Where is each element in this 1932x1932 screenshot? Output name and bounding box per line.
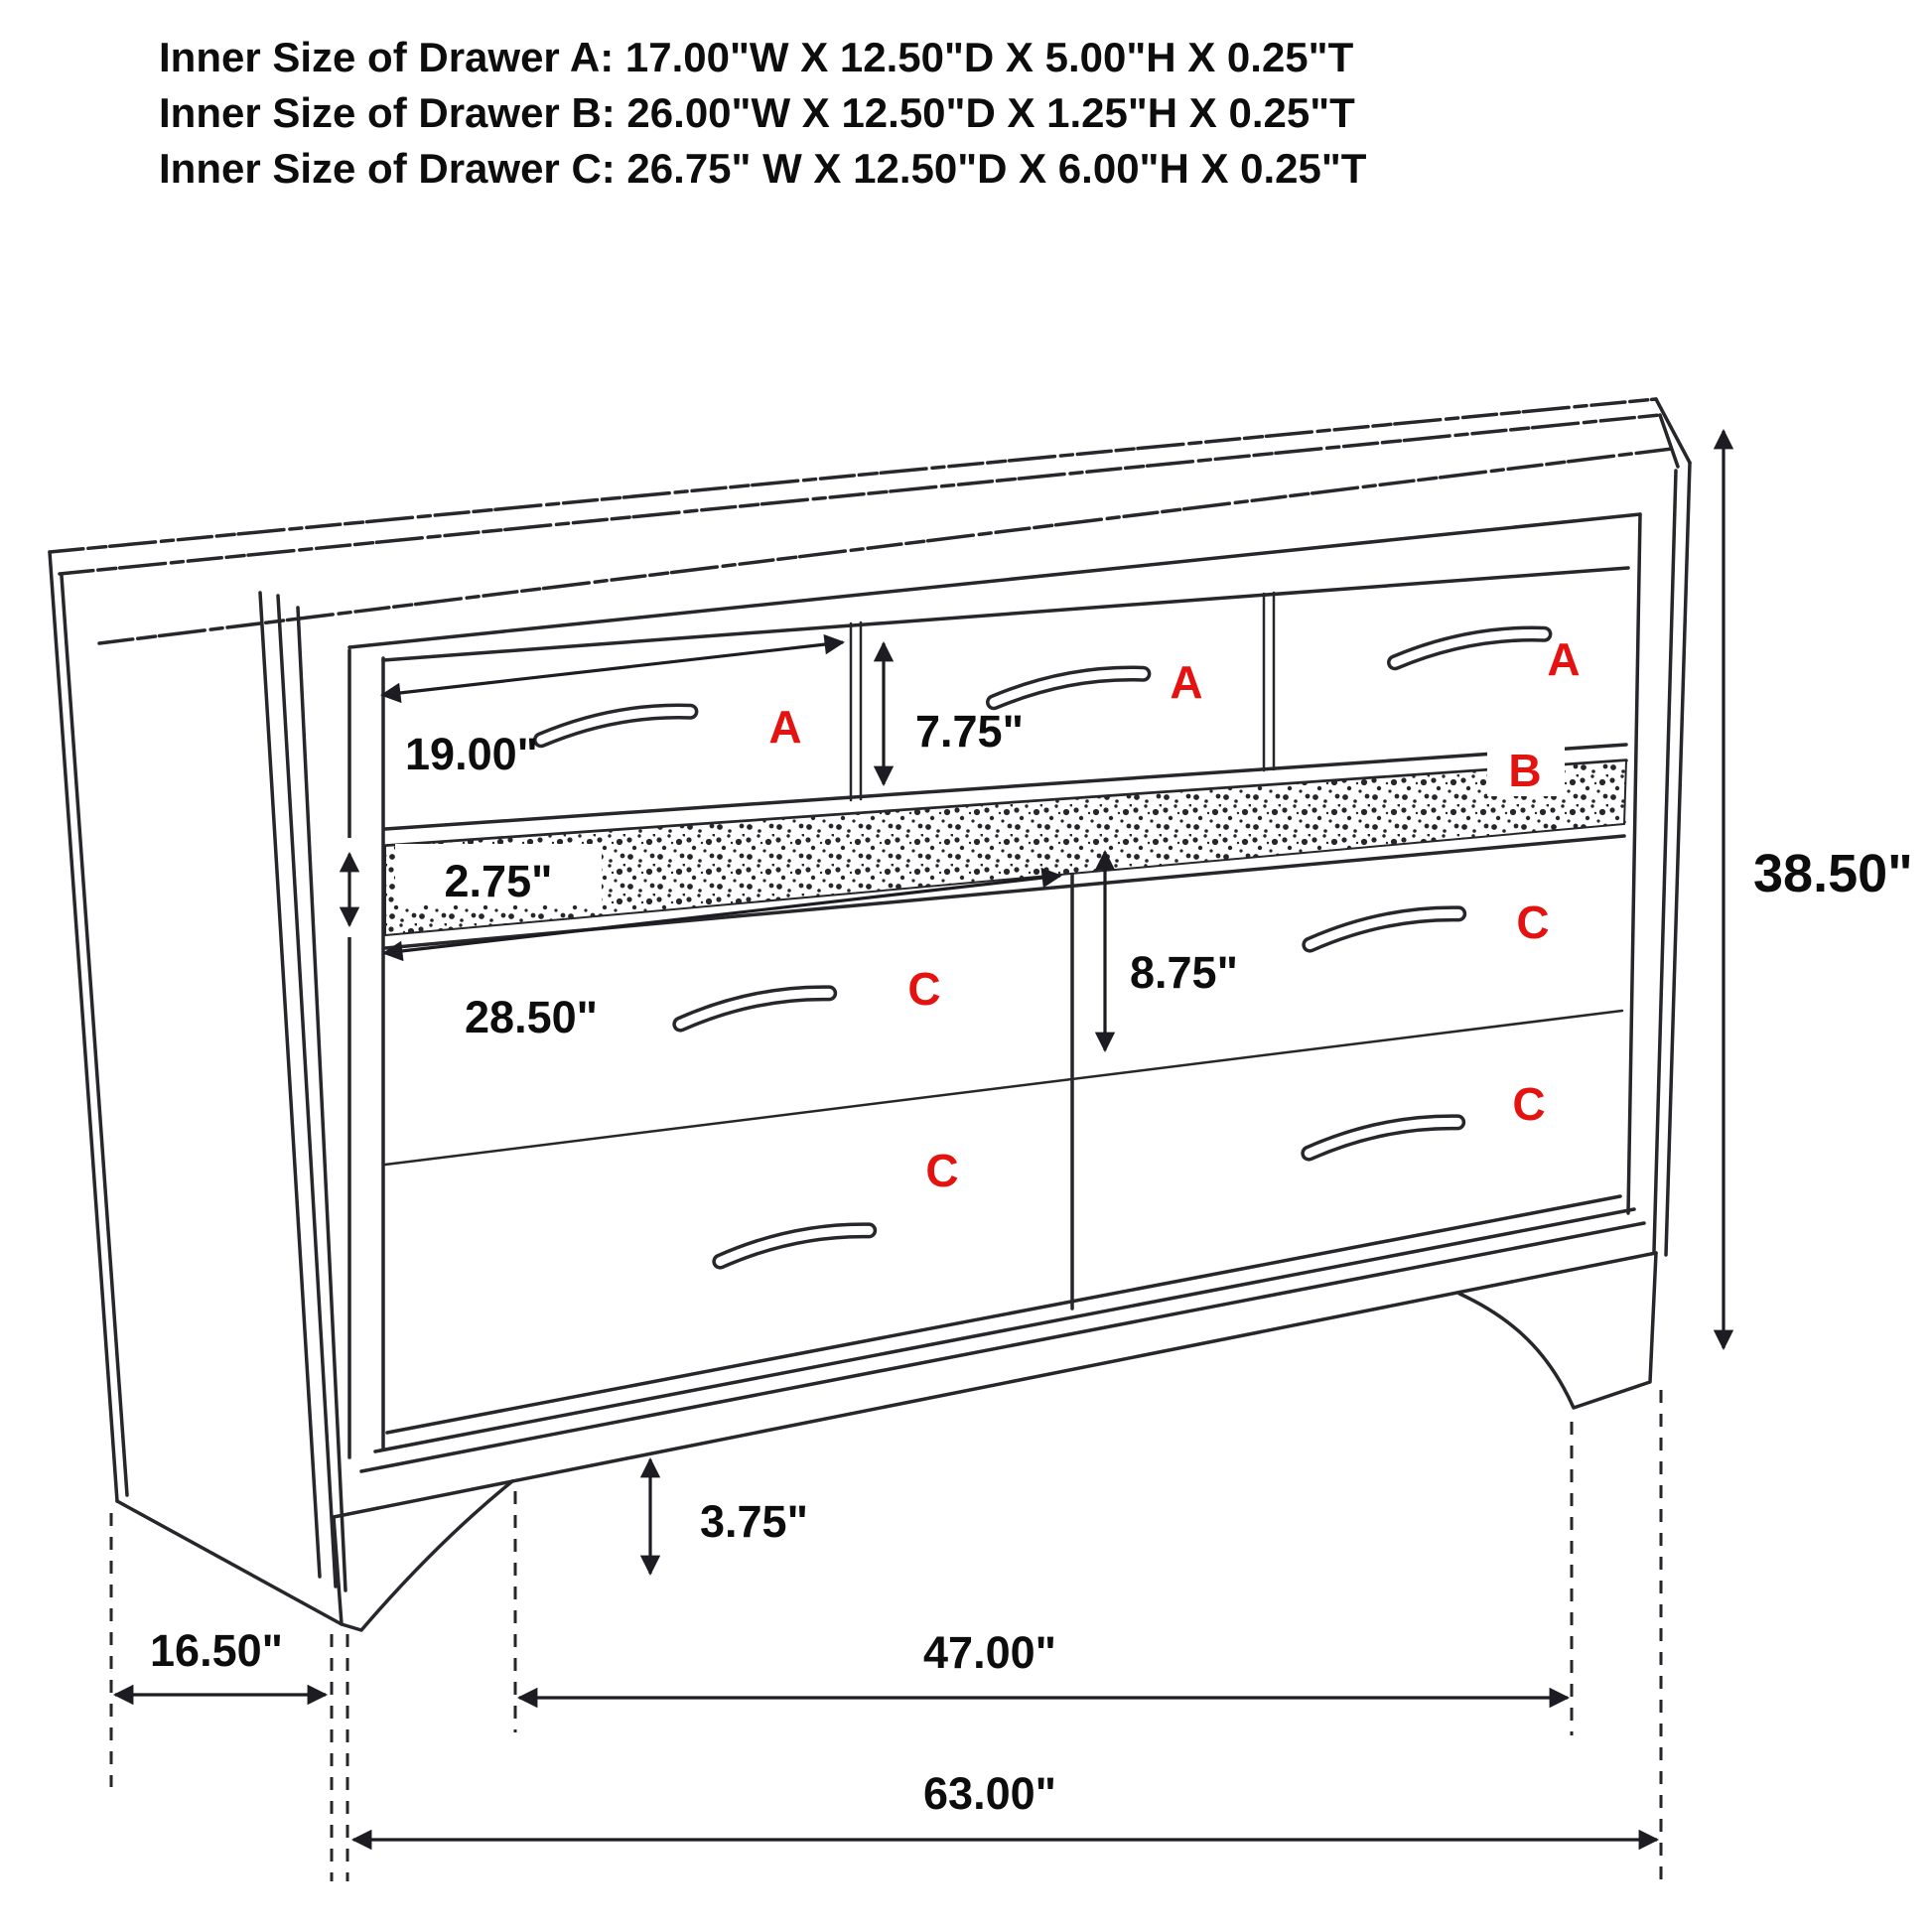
dimension-text-38-50: 38.50" — [1753, 844, 1913, 903]
label-drawer-c-lower-right: C — [1512, 1078, 1546, 1130]
header-line-drawer-c: Inner Size of Drawer C: 26.75" W X 12.50"D X 6.00"H X 0.25"T — [159, 145, 1367, 192]
dimension-text-8-75: 8.75" — [1130, 947, 1238, 998]
dimension-text-47-00: 47.00" — [923, 1627, 1056, 1678]
header-title-block — [159, 34, 1367, 192]
dimension-base-height — [650, 1459, 808, 1574]
header-line-drawer-b: Inner Size of Drawer B: 26.00"W X 12.50"D X 1.25"H X 0.25"T — [159, 89, 1355, 136]
dimension-inner-width — [515, 1422, 1572, 1735]
label-drawer-c-upper-right: C — [1516, 897, 1550, 948]
header-line-drawer-a: Inner Size of Drawer A: 17.00"W X 12.50"D X 5.00"H X 0.25"T — [159, 34, 1354, 80]
label-drawer-a3: A — [1547, 633, 1581, 685]
dimension-overall-height — [1724, 431, 1913, 1348]
dresser-left-side-panel — [50, 552, 345, 1624]
handle-drawer-a1 — [540, 710, 692, 740]
dimension-text-63-00: 63.00" — [923, 1768, 1056, 1819]
handle-drawer-a3 — [1394, 632, 1546, 662]
label-drawer-b: B — [1508, 745, 1542, 796]
dimension-text-2-75: 2.75" — [444, 856, 553, 906]
handle-drawer-a2 — [993, 672, 1145, 702]
dimension-text-7-75: 7.75" — [915, 706, 1024, 757]
dimension-depth — [111, 1513, 347, 1881]
drawer-handles — [540, 632, 1546, 1262]
handle-drawer-c-upper-right — [1309, 912, 1460, 945]
label-drawer-c-lower-left: C — [925, 1145, 959, 1196]
dresser-drawing — [50, 399, 1690, 1630]
handle-drawer-c-lower-left — [719, 1229, 871, 1262]
dimension-text-3-75: 3.75" — [700, 1496, 808, 1547]
dresser-top-panel — [50, 399, 1690, 647]
dimension-drawer-a-height — [884, 643, 1024, 784]
label-drawer-a2: A — [1170, 656, 1203, 708]
label-drawer-c-upper-left: C — [907, 963, 941, 1015]
handle-drawer-c-lower-right — [1308, 1121, 1459, 1154]
drawer-a-dividers — [851, 593, 1274, 800]
label-drawer-a1: A — [768, 701, 802, 753]
dimension-annotations — [111, 431, 1913, 1881]
dimension-text-19-00: 19.00" — [405, 729, 538, 779]
dimension-text-16-50: 16.50" — [150, 1625, 283, 1676]
handle-drawer-c-upper-left — [679, 992, 831, 1025]
bracket-feet — [334, 1253, 1656, 1630]
dimension-text-28-50: 28.50" — [465, 992, 598, 1042]
